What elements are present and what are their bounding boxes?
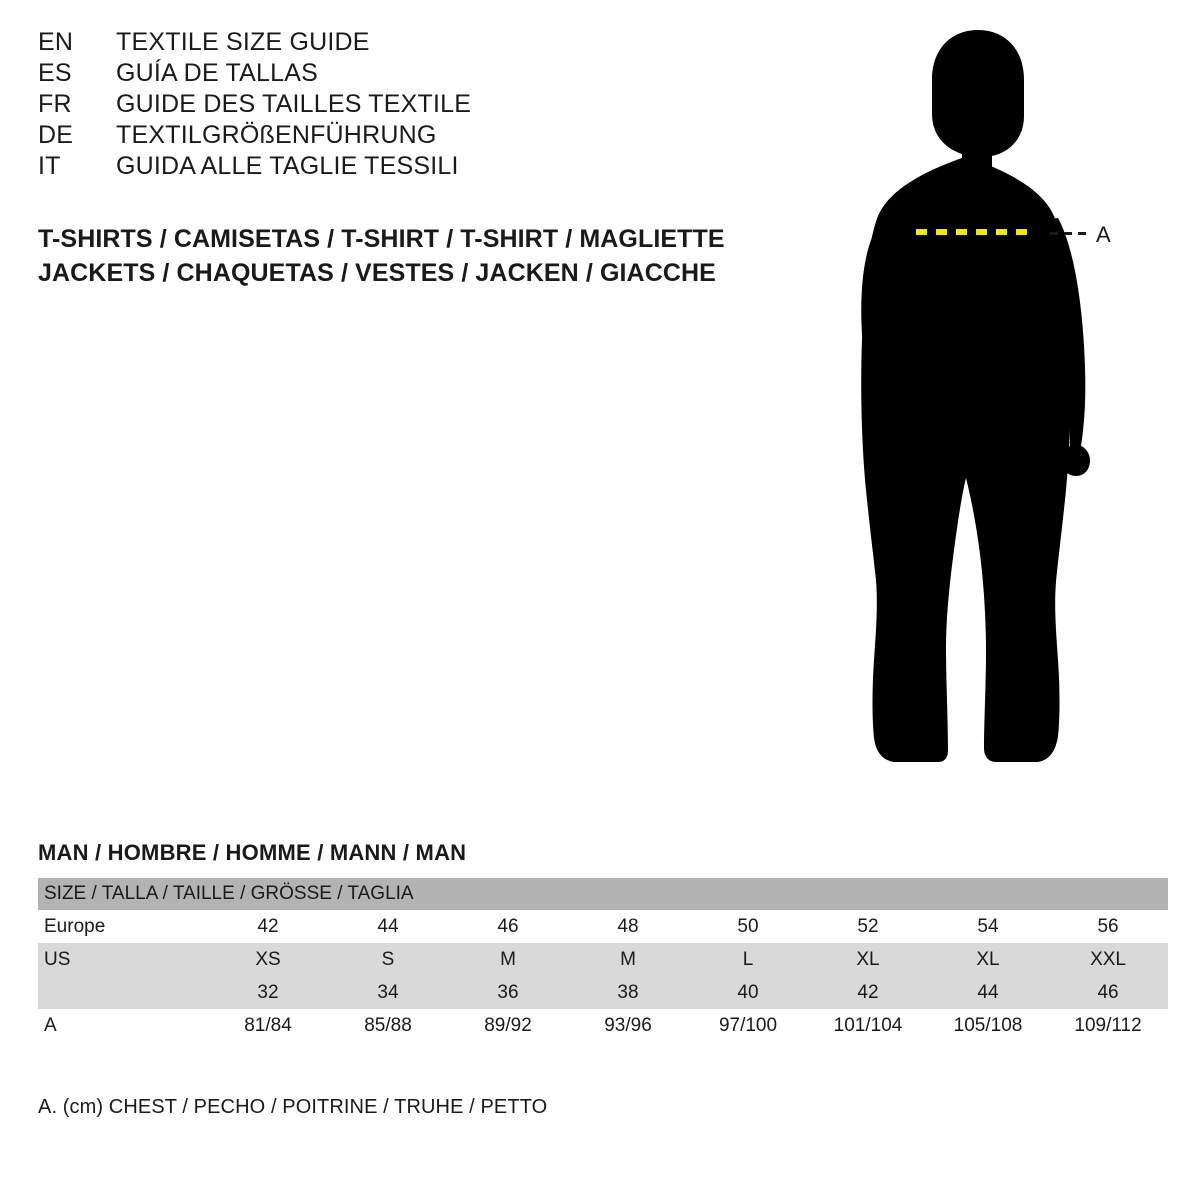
mannequin-icon [820,20,1180,800]
table-cell: 85/88 [328,1009,448,1042]
language-row [38,90,758,121]
table-cell: 42 [808,976,928,1009]
language-row [38,152,758,183]
language-code: EN [38,28,74,56]
table-header-row [38,878,1168,910]
language-code: DE [38,121,74,149]
category-tshirts: T-SHIRTS / CAMISETAS / T-SHIRT / T-SHIRT / MAGLIETTE [38,225,725,253]
table-cell: 42 [208,910,328,943]
measure-label-a: A [1096,222,1111,247]
language-title: TEXTILE SIZE GUIDE [116,28,370,56]
table-cell: XL [808,943,928,976]
language-title: GUIDA ALLE TAGLIE TESSILI [116,152,459,180]
table-cell: 101/104 [808,1009,928,1042]
table-cell: 48 [568,910,688,943]
table-row [38,1009,1168,1042]
table-cell: 81/84 [208,1009,328,1042]
table-cell: XXL [1048,943,1168,976]
table-cell: 97/100 [688,1009,808,1042]
measure-leader-line [1050,232,1086,235]
language-row [38,28,758,59]
table-cell: 89/92 [448,1009,568,1042]
garment-categories [38,222,798,290]
table-cell: 46 [1048,976,1168,1009]
table-cell: M [568,943,688,976]
language-row [38,59,758,90]
language-code: FR [38,90,72,118]
table-cell: XS [208,943,328,976]
table-cell: M [448,943,568,976]
table-row [38,976,1168,1009]
language-title: TEXTILGRÖßENFÜHRUNG [116,121,437,149]
row-label: A [38,1009,208,1042]
row-label: US [38,943,208,976]
table-row [38,910,1168,943]
table-cell: 36 [448,976,568,1009]
language-list [38,28,758,183]
table-cell: L [688,943,808,976]
language-row [38,121,758,152]
row-label: Europe [38,910,208,943]
table-cell: 32 [208,976,328,1009]
table-group-title: MAN / HOMBRE / HOMME / MANN / MAN [38,840,467,865]
language-code: ES [38,59,72,87]
body-silhouette-figure [820,20,1180,800]
language-code: IT [38,152,61,180]
table-cell: 54 [928,910,1048,943]
size-table-section [38,840,1168,1042]
table-cell: 46 [448,910,568,943]
table-cell: 52 [808,910,928,943]
table-row [38,943,1168,976]
table-cell: 40 [688,976,808,1009]
category-jackets: JACKETS / CHAQUETAS / VESTES / JACKEN / GIACCHE [38,259,716,287]
row-label [38,976,208,1009]
table-cell: 34 [328,976,448,1009]
table-cell: 44 [928,976,1048,1009]
table-cell: S [328,943,448,976]
table-cell: XL [928,943,1048,976]
table-cell: 38 [568,976,688,1009]
table-cell: 109/112 [1048,1009,1168,1042]
size-table [38,878,1168,1042]
table-cell: 56 [1048,910,1168,943]
table-cell: 105/108 [928,1009,1048,1042]
language-title: GUÍA DE TALLAS [116,59,318,87]
language-title: GUIDE DES TAILLES TEXTILE [116,90,472,118]
table-cell: 50 [688,910,808,943]
table-cell: 44 [328,910,448,943]
measurement-footnote: A. (cm) CHEST / PECHO / POITRINE / TRUHE / PETTO [38,1096,548,1118]
table-header-label: SIZE / TALLA / TAILLE / GRÖSSE / TAGLIA [38,878,1168,910]
table-cell: 93/96 [568,1009,688,1042]
